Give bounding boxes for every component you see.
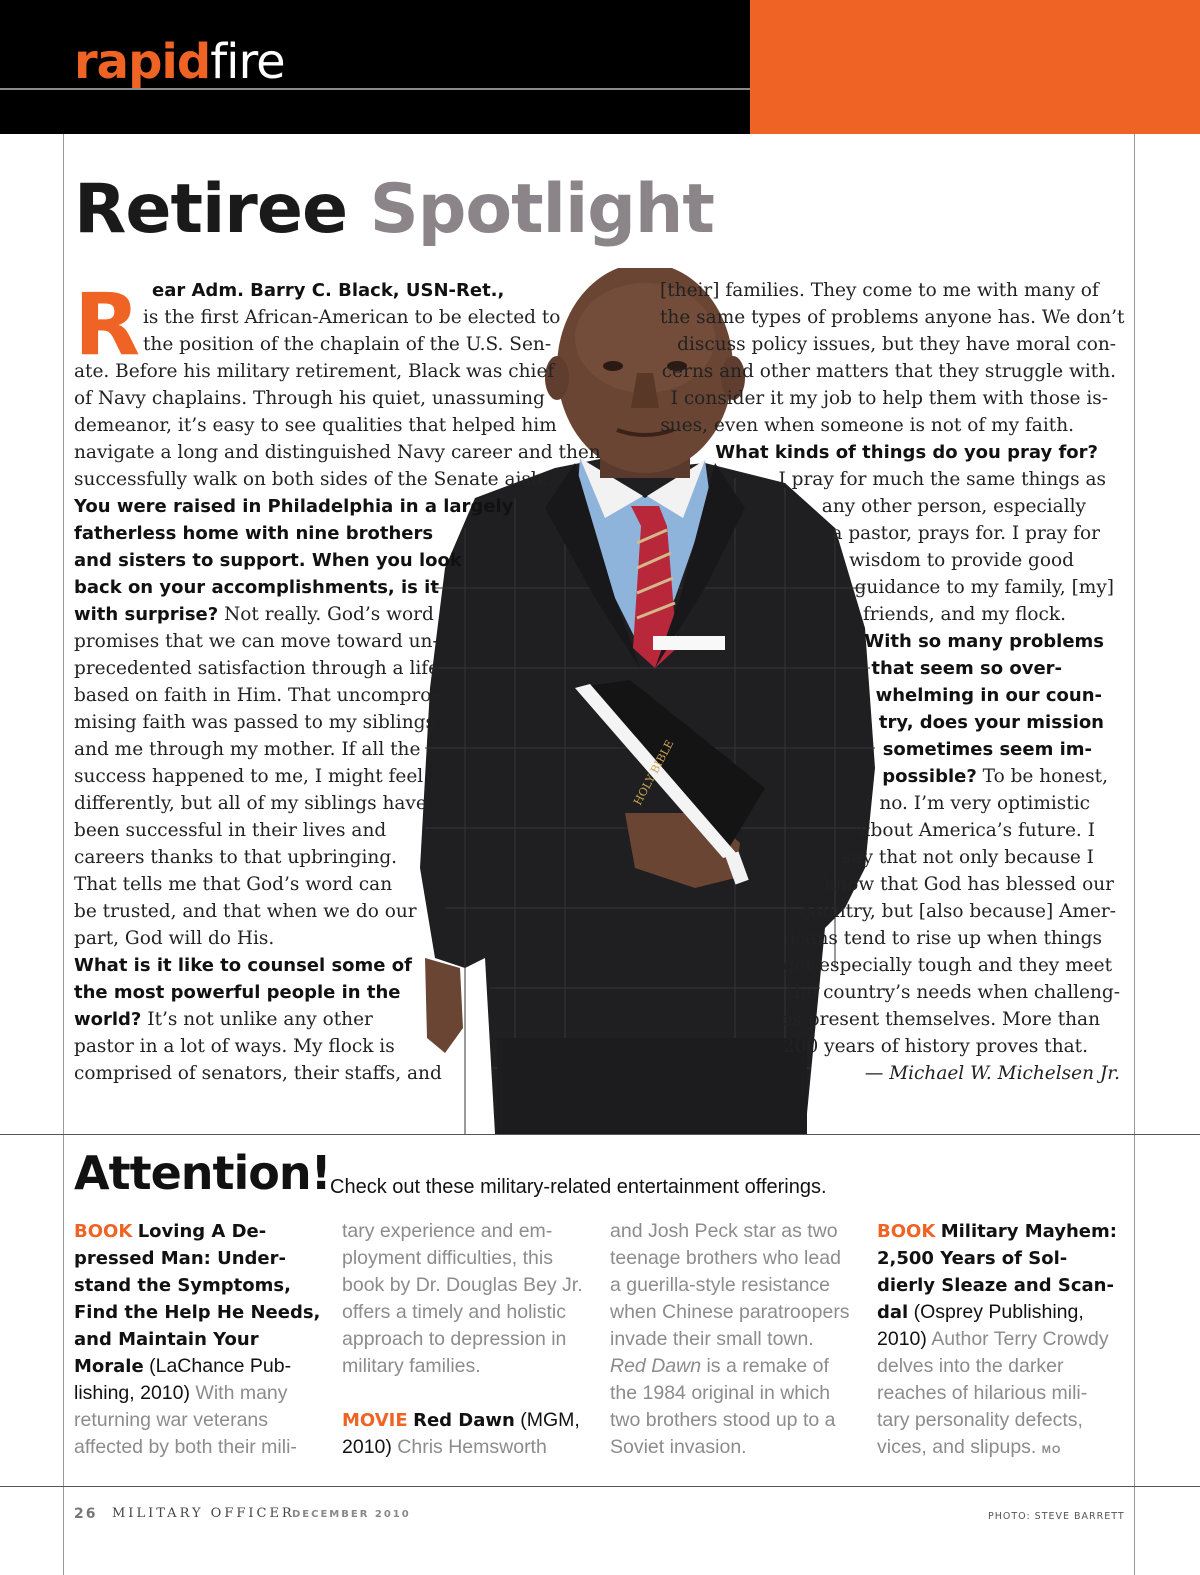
body-line: get especially tough and they meet [782,955,1112,976]
body-line: the same types of problems anyone has. We don’t [660,307,1125,328]
body-line: success happened to me, I might feel [74,766,424,787]
publisher: (LaChance Pub- [149,1355,292,1377]
body-line: comprised of senators, their staffs, and [74,1063,442,1084]
description: when Chinese paratroopers [610,1301,850,1323]
attention-column-2 [342,1218,594,1461]
footer-divider [0,1486,1200,1487]
description: two brothers stood up to a [610,1409,836,1431]
category-tag-book: BOOK [74,1221,133,1242]
body-text: Not really. God’s word [224,604,434,625]
body-line: precedented satisfaction through a life [74,658,440,679]
movie-title-italic: Red Dawn [610,1355,702,1377]
publisher: lishing, 2010) [74,1382,190,1404]
body-line: icans tend to rise up when things [789,928,1102,949]
body-line: 200 years of history proves that. [782,1036,1088,1057]
book-title: Loving A De- [137,1221,267,1242]
attention-column-1 [74,1218,326,1461]
body-line: been successful in their lives and [74,820,387,841]
book-title: Morale [74,1356,144,1377]
article-left-column [74,277,601,1087]
category-tag-movie: MOVIE [342,1410,408,1431]
description: is a remake of [701,1355,829,1377]
body-line: [their] families. They come to me with many of [660,280,1099,301]
body-line: careers thanks to that upbringing. [74,847,398,868]
page-number: 26 [74,1506,98,1522]
body-line: the country’s needs when challeng- [786,982,1120,1003]
body-line: say that not only because I [842,847,1094,868]
body-line: know that God has blessed our [824,874,1114,895]
body-line: sues, even when someone is not of my faith. [660,415,1074,436]
section-logo [74,34,285,90]
question: fatherless home with nine brothers [74,523,434,544]
description: tary personality defects, [877,1409,1083,1431]
description: approach to depression in [342,1328,567,1350]
article-right-column [660,277,1125,1087]
signoff: MO [1041,1444,1062,1456]
body-line: the position of the chaplain of the U.S. Sen- [143,334,552,355]
question: possible? [882,766,977,787]
body-line: I consider it my job to help them with those is- [670,388,1108,409]
body-line: be trusted, and that when we do our [74,901,417,922]
description: ployment difficulties, this [342,1247,553,1269]
body-line: a pastor, prays for. I pray for [831,523,1100,544]
question: What is it like to counsel some of [74,955,412,976]
description: Soviet invasion. [610,1436,747,1458]
body-text: To be honest, [982,766,1108,787]
publisher: (MGM, [520,1409,580,1431]
body-line: navigate a long and distinguished Navy career and then [74,442,601,463]
book-title: Military Mayhem: [940,1221,1117,1242]
body-line: mising faith was passed to my siblings [74,712,435,733]
magazine-name: MILITARY OFFICER [112,1506,295,1521]
body-line: I pray for much the same things as [778,469,1106,490]
attention-column-4 [877,1218,1129,1464]
question: and sisters to support. When you look [74,550,462,571]
body-line: differently, but all of my siblings have [74,793,427,814]
attention-subtitle: Check out these military-related entertainment offerings. [330,1176,827,1198]
body-line: es present themselves. More than [781,1009,1100,1030]
body-line: discuss policy issues, but they have moral con- [677,334,1116,355]
lead-in: ear Adm. Barry C. Black, USN-Ret., [152,280,505,301]
body-line: ate. Before his military retirement, Black was chief [74,361,555,382]
question: whelming in our coun- [875,685,1102,706]
question: What kinds of things do you pray for? [715,442,1098,463]
description: Chris Hemsworth [397,1436,547,1458]
photo-credit: PHOTO: STEVE BARRETT [988,1511,1125,1522]
body-line: about America’s future. I [859,820,1095,841]
description: a guerilla-style resistance [610,1274,831,1296]
publisher: 2010) [342,1436,392,1458]
description: tary experience and em- [342,1220,553,1242]
book-title: dierly Sleaze and Scan- [877,1275,1114,1296]
body-line: demeanor, it’s easy to see qualities that helped him [74,415,557,436]
description: With many [195,1382,288,1404]
body-line: of Navy chaplains. Through his quiet, unassuming [74,388,545,409]
section-logo-part2: fire [210,34,285,90]
publisher: 2010) [877,1328,927,1350]
description: the 1984 original in which [610,1382,831,1404]
description: returning war veterans [74,1409,269,1431]
book-title: Find the Help He Needs, [74,1302,321,1323]
movie-title: Red Dawn [413,1410,515,1431]
attention-title: Attention! [74,1146,331,1200]
description: military families. [342,1355,481,1377]
question: world? [74,1009,142,1030]
book-title: dal [877,1302,909,1323]
body-line: wisdom to provide good [849,550,1074,571]
page-border-left [63,134,64,1575]
article-title-part2: Spotlight [369,170,714,249]
body-line: pastor in a lot of ways. My flock is [74,1036,395,1057]
body-line: based on faith in Him. That uncompro- [74,685,438,706]
body-line: promises that we can move toward un- [74,631,439,652]
description: affected by both their mili- [74,1436,297,1458]
question: try, does your mission [878,712,1104,733]
description: and Josh Peck star as two [610,1220,838,1242]
description: book by Dr. Douglas Bey Jr. [342,1274,583,1296]
book-title: pressed Man: Under- [74,1248,286,1269]
description: invade their small town. [610,1328,814,1350]
attention-column-3 [610,1218,862,1461]
description: Author Terry Crowdy [931,1328,1109,1350]
body-line: friends, and my flock. [862,604,1066,625]
section-divider [0,1134,1200,1135]
category-tag-book: BOOK [877,1221,936,1242]
question: back on your accomplishments, is it [74,577,439,598]
description: teenage brothers who lead [610,1247,841,1269]
byline: — Michael W. Michelsen Jr. [864,1063,1120,1084]
question: that seem so over- [871,658,1062,679]
body-line: successfully walk on both sides of the Senate aisle. [74,469,554,490]
description: delves into the darker [877,1355,1064,1377]
issue-date: DECEMBER 2010 [292,1509,411,1520]
body-line: guidance to my family, [my] [854,577,1114,598]
description: reaches of hilarious mili- [877,1382,1088,1404]
article-title [74,170,714,249]
question: the most powerful people in the [74,982,401,1003]
book-title: stand the Symptoms, [74,1275,291,1296]
page-border-right [1134,134,1135,1575]
article-title-part1: Retiree [74,170,348,249]
header-accent-band [750,0,1200,134]
book-title: and Maintain Your [74,1329,259,1350]
body-line: no. I’m very optimistic [879,793,1090,814]
question: You were raised in Philadelphia in a largely [74,496,514,517]
publisher: (Osprey Publishing, [913,1301,1084,1323]
description: offers a timely and holistic [342,1301,566,1323]
bible-label: HOLY BIBLE [631,737,677,808]
body-line: and me through my mother. If all the [74,739,421,760]
body-text: It’s not unlike any other [147,1009,373,1030]
body-line: is the first African-American to be elected to [143,307,561,328]
body-line: any other person, especially [821,496,1086,517]
body-line: part, God will do His. [74,928,275,949]
book-title: 2,500 Years of Sol- [877,1248,1068,1269]
question: sometimes seem im- [882,739,1092,760]
question: with surprise? [74,604,219,625]
description: vices, and slipups. [877,1436,1037,1458]
question: With so many problems [864,631,1104,652]
section-logo-part1: rapid [74,34,211,90]
drop-cap: R [74,275,141,375]
body-line: country, but [also because] Amer- [800,901,1116,922]
body-line: cerns and other matters that they struggle with. [661,361,1116,382]
body-line: That tells me that God’s word can [74,874,393,895]
